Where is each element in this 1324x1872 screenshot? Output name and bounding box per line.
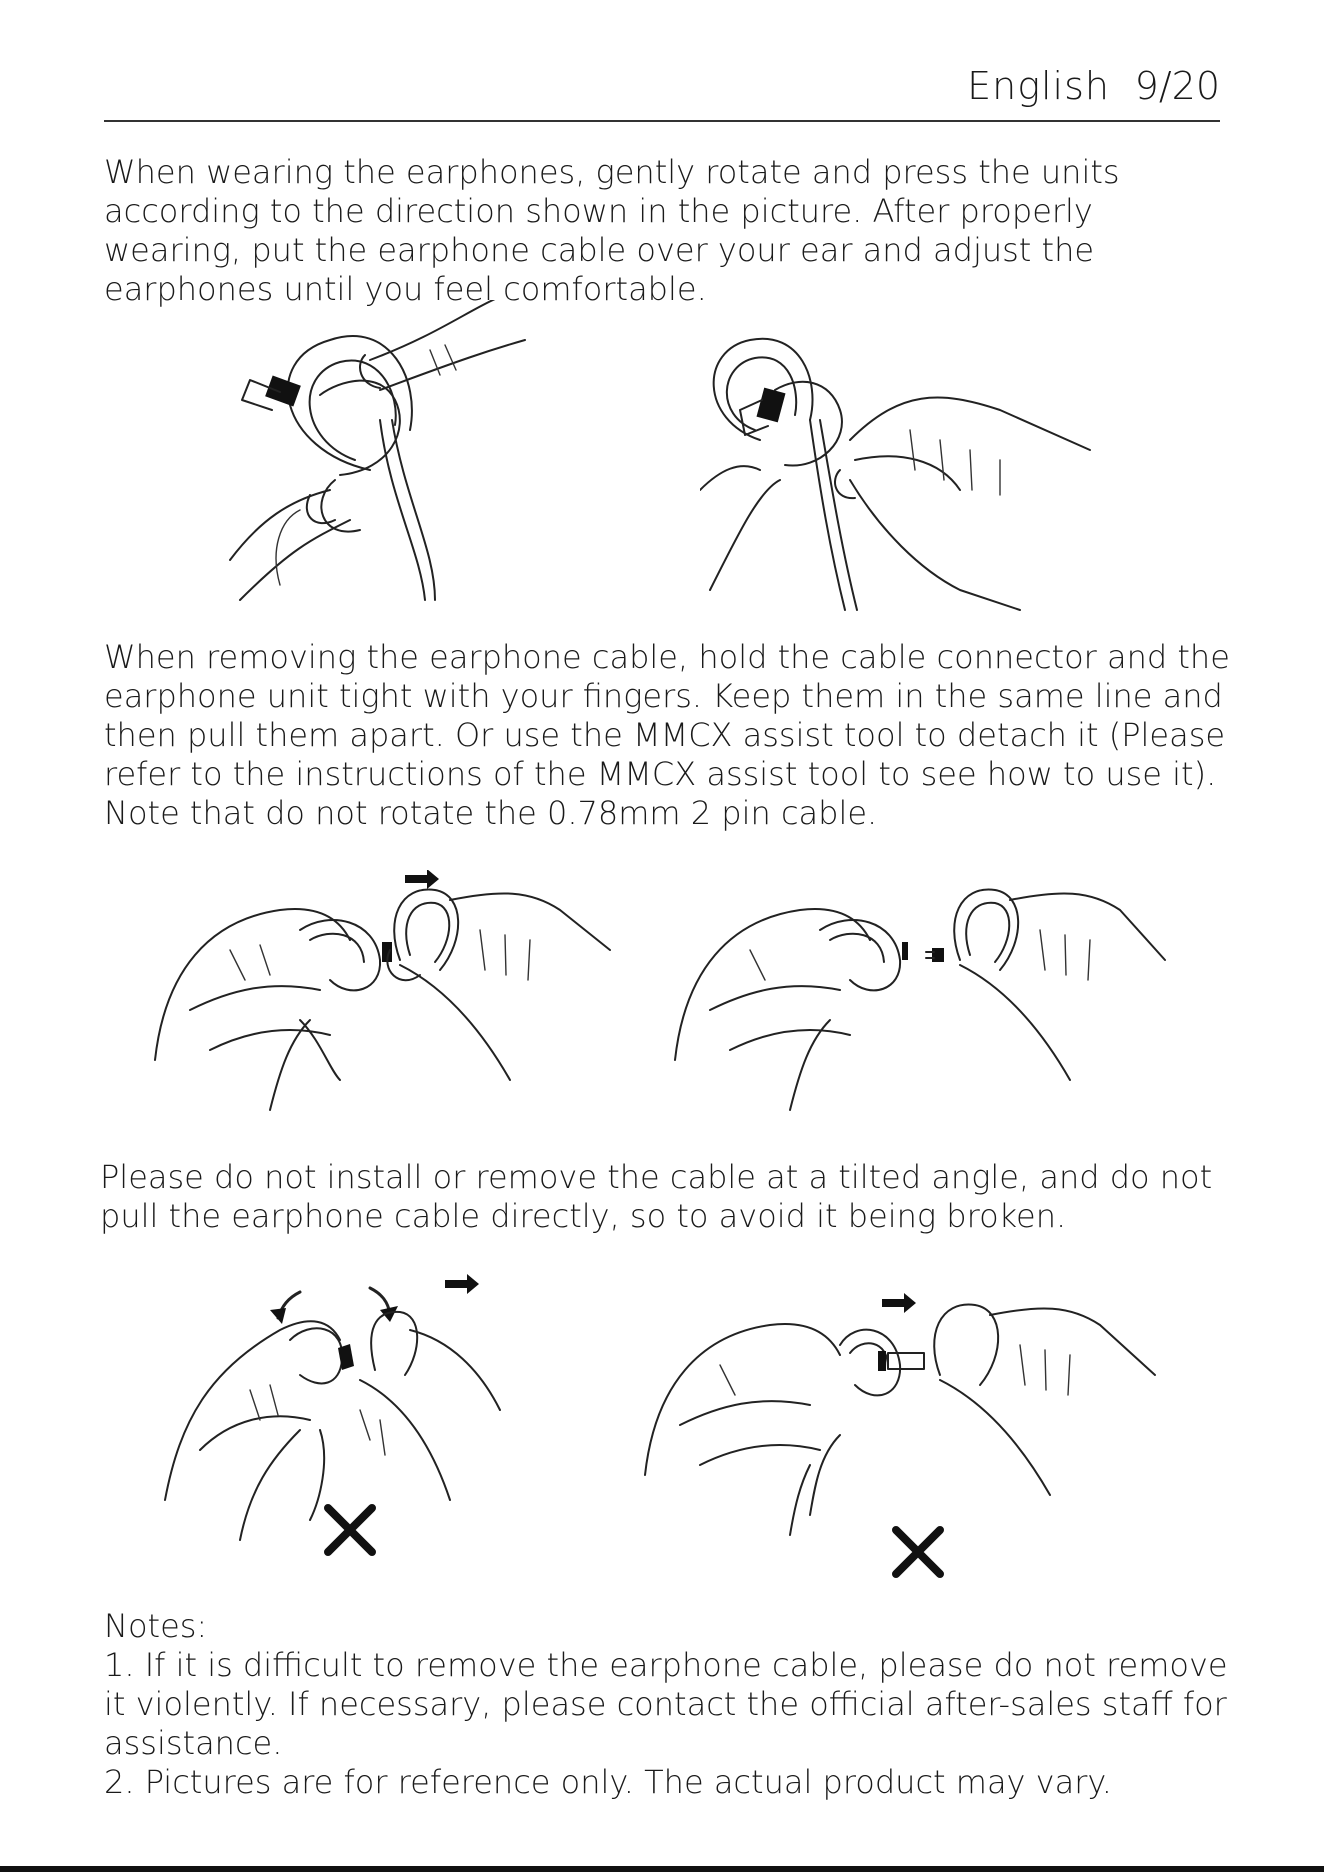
removing-instructions: When removing the earphone cable, hold the cable connector and the earphone unit tight with your fingers. Keep them in the same line and then pull them apart. Or use the MMCX assist tool to detach it (Please refer to the instructions of the MMCX assist tool to see how to use it). Note that do not rotate the 0.78mm 2 pin cable. [104, 638, 1230, 832]
note-item: 1. If it is difficult to remove the earphone cable, please do not remove it violently. If necessary, please contact the official after-sales staff for assistance. [104, 1646, 1228, 1762]
language-label: English [967, 64, 1110, 108]
notes-title: Notes: [104, 1607, 208, 1645]
x-mark-icon [888, 1522, 948, 1582]
notes-section [104, 1607, 1244, 1802]
note-item: 2. Pictures are for reference only. The actual product may vary. [104, 1763, 1112, 1801]
warning-instructions: Please do not install or remove the cable at a tilted angle, and do not pull the earphone cable directly, so to avoid it being broken. [100, 1158, 1213, 1235]
wearing-instructions: When wearing the earphones, gently rotate and press the units according to the direction shown in the picture. After properly wearing, put the earphone cable over your ear and adjust the earphones until you feel comfortable. [104, 153, 1120, 308]
pull-cable-wrong-icon [640, 1285, 1160, 1545]
ear-cable-over-icon [700, 330, 1120, 620]
page-header [104, 60, 1220, 122]
ear-insert-icon [220, 300, 600, 620]
page-number: 9/20 [1134, 64, 1220, 108]
hands-detached-cable-icon [670, 870, 1170, 1130]
bottom-rule [0, 1866, 1324, 1872]
x-mark-icon [320, 1500, 380, 1560]
hands-pull-cable-icon [150, 870, 620, 1130]
